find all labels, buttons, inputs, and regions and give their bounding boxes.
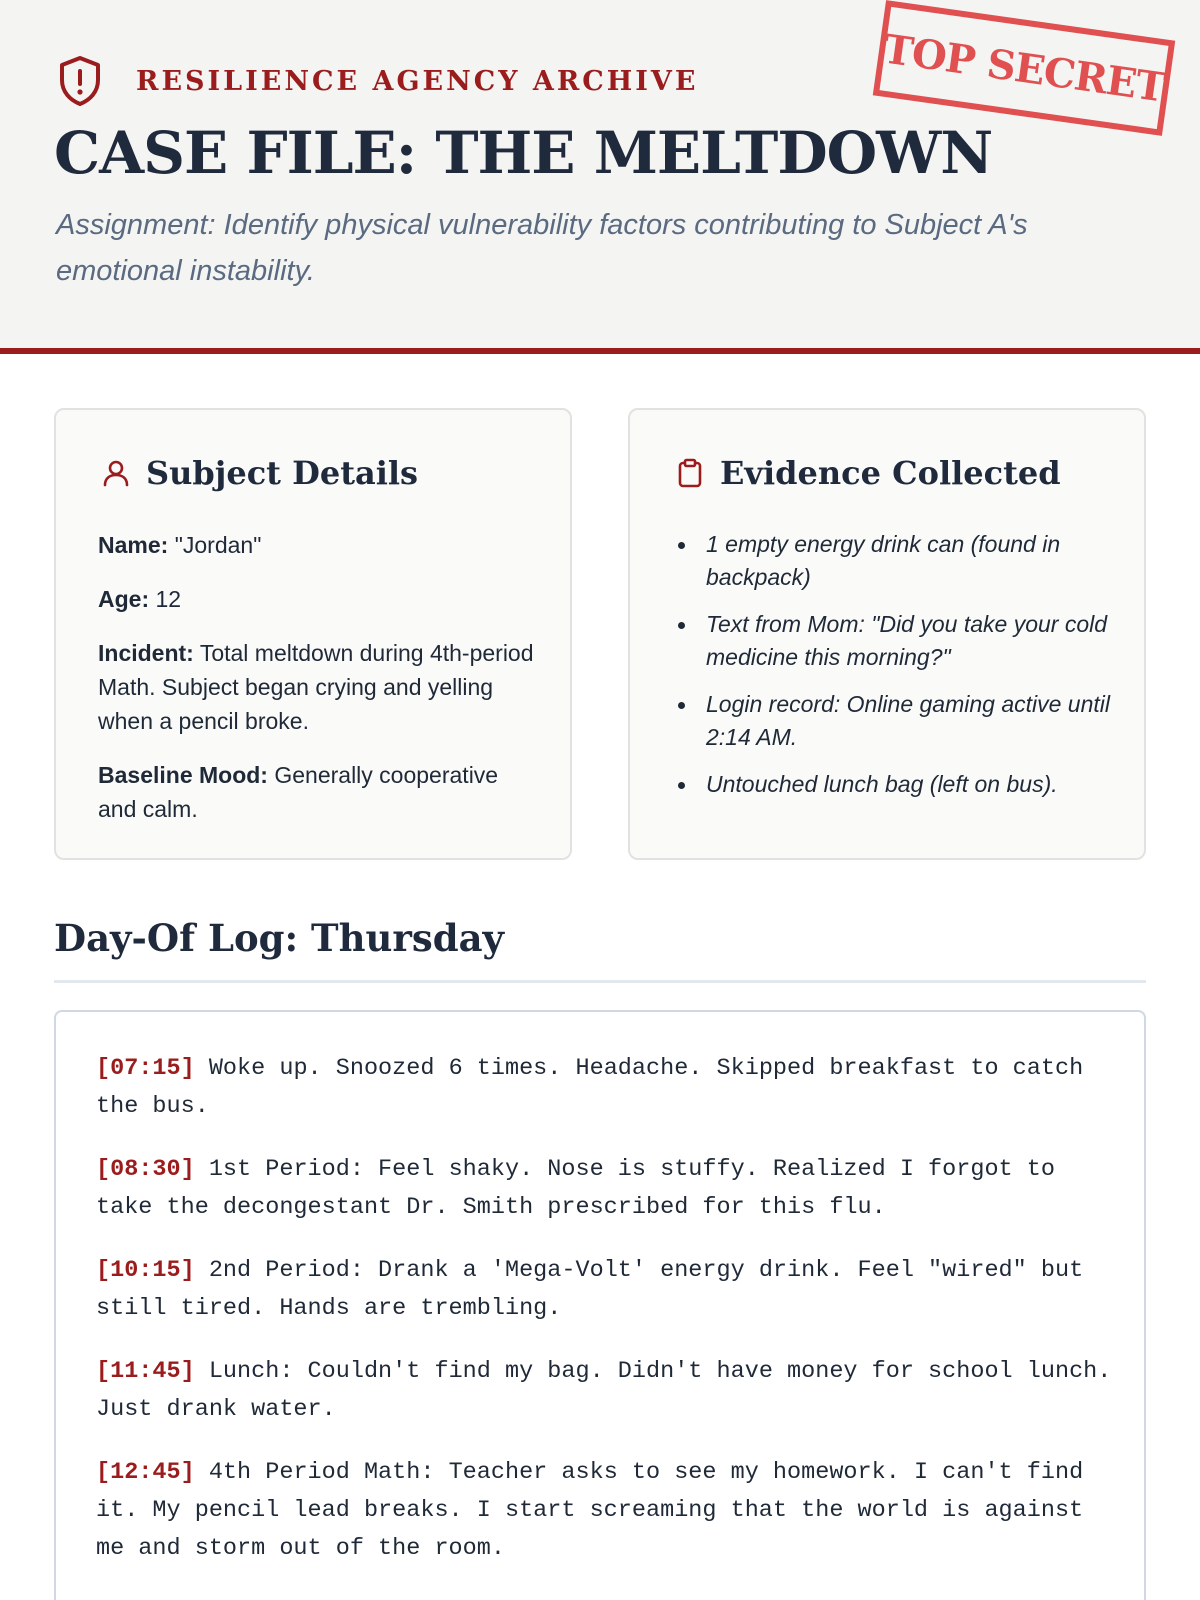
- subject-details-header: [100, 454, 418, 492]
- assignment-text: Assignment: Identify physical vulnerability factors contributing to Subject A's emotional instability.: [56, 209, 1028, 287]
- field-label: Age:: [98, 586, 150, 612]
- top-secret-stamp: [873, 0, 1176, 136]
- field-value: 12: [155, 586, 182, 612]
- log-entry: [96, 1454, 1116, 1568]
- subject-incident: [98, 636, 538, 738]
- evidence-item: Login record: Online gaming active until 2:14 AM.: [706, 688, 1126, 754]
- log-divider: [54, 980, 1146, 983]
- log-text: 4th Period Math: Teacher asks to see my homework. I can't find it. My pencil lead breaks. I start screaming that the world is against me and storm out of the room.: [96, 1459, 1098, 1562]
- field-value: "Jordan": [174, 532, 262, 558]
- day-log: [54, 1010, 1146, 1600]
- evidence-list: [706, 528, 1126, 815]
- field-value: Generally cooperative and calm.: [98, 762, 499, 822]
- evidence-item: 1 empty energy drink can (found in backpack): [706, 528, 1126, 594]
- log-entry: [96, 1151, 1116, 1227]
- agency-name: RESILIENCE AGENCY ARCHIVE: [136, 65, 699, 97]
- log-time: [12:45]: [96, 1459, 195, 1486]
- log-time: [08:30]: [96, 1156, 195, 1183]
- evidence-header: [674, 454, 1061, 492]
- subject-name: [98, 528, 538, 562]
- log-text: Woke up. Snoozed 6 times. Headache. Skipped breakfast to catch the bus.: [96, 1055, 1098, 1120]
- log-entry: [96, 1050, 1116, 1126]
- subject-age: [98, 582, 538, 616]
- subject-fields: [98, 528, 538, 846]
- log-entry: [96, 1353, 1126, 1429]
- log-heading: Day-Of Log: Thursday: [54, 916, 505, 960]
- evidence-item: Text from Mom: "Did you take your cold medicine this morning?": [706, 608, 1126, 674]
- stamp-text: TOP SECRET: [880, 25, 1168, 111]
- log-time: [11:45]: [96, 1358, 195, 1385]
- log-text: 2nd Period: Drank a 'Mega-Volt' energy drink. Feel "wired" but still tired. Hands are trembling.: [96, 1257, 1098, 1322]
- log-entry: [96, 1252, 1116, 1328]
- clipboard-icon: [674, 457, 706, 489]
- field-value: Total meltdown during 4th-period Math. Subject began crying and yelling when a pencil broke.: [98, 640, 534, 734]
- log-entries: [96, 1050, 1126, 1593]
- page-title: CASE FILE: THE MELTDOWN: [54, 119, 993, 187]
- field-label: Baseline Mood:: [98, 762, 268, 788]
- field-label: Incident:: [98, 640, 194, 666]
- user-icon: [100, 457, 132, 489]
- agency-row: [56, 54, 698, 108]
- subject-details-card: [54, 408, 572, 860]
- subject-baseline-mood: [98, 758, 538, 826]
- shield-alert-icon: [56, 54, 104, 108]
- evidence-item: Untouched lunch bag (left on bus).: [706, 768, 1126, 801]
- case-header: [0, 0, 1200, 354]
- subject-details-heading: Subject Details: [146, 454, 419, 492]
- evidence-card: [628, 408, 1146, 860]
- log-time: [10:15]: [96, 1257, 195, 1284]
- log-time: [07:15]: [96, 1055, 195, 1082]
- log-text: Lunch: Couldn't find my bag. Didn't have money for school lunch. Just drank water.: [96, 1358, 1126, 1423]
- log-text: 1st Period: Feel shaky. Nose is stuffy. Realized I forgot to take the decongestant Dr. Smith prescribed for this flu.: [96, 1156, 1070, 1221]
- evidence-heading: Evidence Collected: [720, 454, 1061, 492]
- field-label: Name:: [98, 532, 169, 558]
